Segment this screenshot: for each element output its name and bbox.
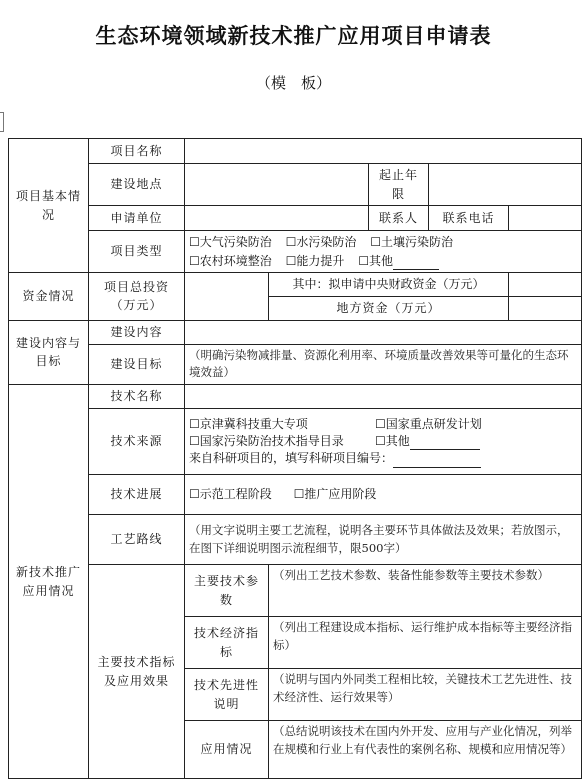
tech-name-field[interactable] [185,385,582,409]
section-content: 建设内容与目标 [9,320,89,385]
type-label: 项目类型 [89,231,185,273]
central-fund-label: 其中：拟申请中央财政资金（万元） [269,273,509,297]
section-funds: 资金情况 [9,273,89,320]
advance-label: 技术先进性说明 [185,669,269,721]
site-field[interactable] [185,164,369,206]
central-fund-field[interactable] [509,273,582,297]
source-jjj-checkbox[interactable]: ☐京津冀科技重大专项 [189,416,308,431]
local-fund-label: 地方资金（万元） [269,296,509,320]
content-field[interactable] [185,320,582,344]
unit-label: 申请单位 [89,206,185,231]
period-field[interactable] [429,164,582,206]
site-label: 建设地点 [89,164,185,206]
source-national-rd-checkbox[interactable]: ☐国家重点研发计划 [375,416,482,431]
type-water-checkbox[interactable]: ☐水污染防治 [285,235,357,250]
project-name-label: 项目名称 [89,139,185,164]
project-number-blank[interactable] [393,455,481,468]
goal-field[interactable]: （明确污染物减排量、资源化利用率、环境质量改善效果等可量化的生态环境效益） [185,344,582,385]
type-rural-checkbox[interactable]: ☐农村环境整治 [189,253,272,268]
progress-label: 技术进展 [89,475,185,515]
phone-label: 联系电话 [429,206,509,231]
type-capacity-checkbox[interactable]: ☐能力提升 [285,253,345,268]
margin-mark [0,112,4,132]
total-invest-label: 项目总投资（万元） [89,273,185,320]
type-other-blank[interactable] [393,257,439,270]
application-field[interactable]: （总结说明该技术在国内外开发、应用与产业化情况，列举在规模和行业上有代表性的案例名称、规模和应用情况等） [269,721,582,779]
section-tech: 新技术推广应用情况 [9,385,89,779]
tech-source-options [185,409,582,475]
goal-label: 建设目标 [89,344,185,385]
route-field[interactable]: （用文字说明主要工艺流程，说明各主要环节具体做法及效果；若放图示，在图下详细说明图示流程细节，限500字） [185,515,582,565]
local-fund-field[interactable] [509,296,582,320]
source-project-note: 来自科研项目的，填写科研项目编号： [189,451,394,466]
type-soil-checkbox[interactable]: ☐土壤污染防治 [370,235,453,250]
phone-field[interactable] [509,206,582,231]
params-field[interactable]: （列出工艺技术参数、装备性能参数等主要技术参数） [269,565,582,617]
type-other-checkbox[interactable]: ☐其他 [358,253,393,268]
total-invest-field[interactable] [185,273,269,320]
application-form [8,138,582,779]
econ-label: 技术经济指标 [185,617,269,669]
source-other-blank[interactable] [410,437,480,450]
params-label: 主要技术参数 [185,565,269,617]
type-air-checkbox[interactable]: ☐大气污染防治 [189,235,272,250]
page-subtitle: （模 板） [255,74,331,92]
application-label: 应用情况 [185,721,269,779]
period-label: 起止年限 [369,164,429,206]
tech-source-label: 技术来源 [89,409,185,475]
advance-field[interactable]: （说明与国内外同类工程相比较，关键技术工艺先进性、技术经济性、运行效果等） [269,669,582,721]
type-options [185,231,582,273]
route-label: 工艺路线 [89,515,185,565]
contact-label: 联系人 [369,206,429,231]
content-label: 建设内容 [89,320,185,344]
source-other-checkbox[interactable]: ☐其他 [375,433,410,448]
project-name-field[interactable] [185,139,582,164]
tech-name-label: 技术名称 [89,385,185,409]
progress-promo-checkbox[interactable]: ☐推广应用阶段 [293,487,377,502]
unit-field[interactable] [185,206,369,231]
source-directory-checkbox[interactable]: ☐国家污染防治技术指导目录 [189,433,344,448]
indicators-label: 主要技术指标及应用效果 [89,565,185,779]
section-basic: 项目基本情况 [9,139,89,273]
progress-demo-checkbox[interactable]: ☐示范工程阶段 [189,487,272,502]
econ-field[interactable]: （列出工程建设成本指标、运行维护成本指标等主要经济指标） [269,617,582,669]
progress-options [185,475,582,515]
page-title: 生态环境领域新技术推广应用项目申请表 [95,23,492,48]
